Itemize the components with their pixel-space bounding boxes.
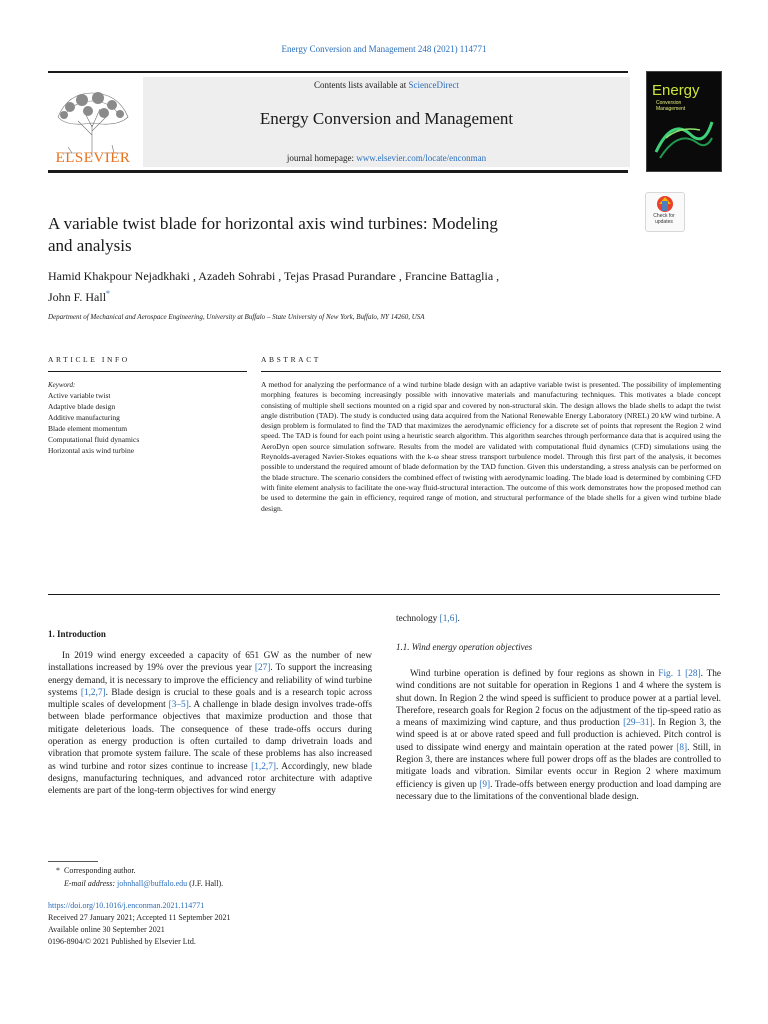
continuation-end: .: [457, 614, 460, 624]
corresponding-author-mark[interactable]: *: [106, 289, 111, 298]
header-rule-top: [48, 71, 628, 73]
footnote-star: *: [56, 866, 60, 875]
author-john-hall[interactable]: John F. Hall: [48, 290, 107, 304]
journal-citation-link[interactable]: Energy Conversion and Management 248 (2021) 114771: [281, 44, 487, 54]
check-for-updates-button[interactable]: [645, 192, 685, 232]
abstract-heading: ABSTRACT: [261, 355, 321, 364]
received-dates: Received 27 January 2021; Accepted 11 September 2021: [48, 913, 231, 922]
email-link[interactable]: johnhall@buffalo.edu: [117, 879, 188, 888]
email-suffix: (J.F. Hall).: [187, 879, 224, 888]
author-list: [48, 268, 648, 306]
homepage-link[interactable]: www.elsevier.com/locate/enconman: [356, 153, 487, 163]
sciencedirect-link[interactable]: ScienceDirect: [408, 80, 459, 90]
contents-line: [143, 80, 630, 90]
paragraph-text: Wind turbine operation is defined by four regions as shown in: [410, 669, 659, 679]
abstract-text: A method for analyzing the performance of a wind turbine blade design with an adaptive variable twist is presented. The possibility of implementing morphing features is becoming increasingly possible with innovative materials and manufacturing techniques. This motivates a blade concept consisting of multiple shell sections mounted on a rigid spar and covered by non-structural skin. The design allows the blade shells to adapt the twist angle distribution (TAD). The study is conducted using data acquired from the National Renewable Energy Laboratory (NREL) 20 kW wind turbine. A design problem is formulated to find the TAD that maximizes the aerodynamic efficiency for a discrete set of points that represent the Region 2 wind speed. The TAD is found for each point using a heuristic search algorithm. This algorithm searches through performance data that is acquired using the AeroDyn open source simulation software. Results from the model are validated with computational fluid dynamics (CFD) simulations using the Reynolds-averaged Navier-Stokes equations with the k-ω shear stress transport turbulence model. Through this first part of the analysis, it becomes possible to understand the required amount of blade deformation by the TAD function. Given this understanding, a stress analysis can be performed on the blade structure. The scenario considers the combined effect of twisting with aerodynamic loading. The blade load is determined by combining CFD with finite element analysis to facilitate the one-way fluid-structural interaction. The outcome of this work demonstrates how the proposed method can be used to determine the gain in efficiency, required range of motion, and structural performance of the blade shells for a given wind turbine blade design.: [261, 380, 721, 513]
email-label: E-mail address:: [64, 879, 118, 888]
paragraph-text: . In Region 3, the wind speed is at or above rated speed and full production is achieved. Pitch control is used to dissipate wind energy and maintain operation at the rated power: [396, 718, 721, 753]
elsevier-wordmark[interactable]: ELSEVIER: [55, 150, 131, 166]
email-footnote: [64, 879, 223, 888]
paper-title-line2: and analysis: [48, 236, 132, 255]
paragraph-text: . Trade-offs between energy production and load damping are necessary due to the limitations of the conventional blade design.: [396, 779, 721, 802]
keyword-item: Blade element momentum: [48, 424, 128, 433]
doi-link[interactable]: https://doi.org/10.1016/j.enconman.2021.114771: [48, 901, 205, 910]
online-date: Available online 30 September 2021: [48, 925, 165, 934]
abstract-end-rule: [48, 594, 720, 595]
introduction-heading: 1. Introduction: [48, 629, 106, 639]
keyword-item: Computational fluid dynamics: [48, 435, 140, 444]
paper-title: [48, 213, 608, 257]
intro-text: . A challenge in blade design involves trade-offs between blade performance objectives that maximize production and those that mitigate deleterious loads. The consequence of these trade-offs occurs during operation as energy production is often curtailed to damp drivetrain loads and vibration that promote system failure. The scale of these problems has also increased as wind turbine and rotor sizes continue to increase: [48, 700, 372, 772]
abstract-rule: [261, 371, 721, 372]
contents-prefix: Contents lists available at: [314, 80, 409, 90]
citation-link[interactable]: [3–5]: [168, 700, 189, 711]
cover-sub-line1: Conversion: [656, 100, 682, 106]
check-label-line2: updates: [655, 219, 673, 225]
right-column-continuation: [396, 614, 460, 624]
homepage-line: [143, 153, 630, 163]
keyword-item: Additive manufacturing: [48, 413, 120, 422]
journal-title: Energy Conversion and Management: [259, 109, 514, 128]
subsection-heading: 1.1. Wind energy operation objectives: [396, 642, 533, 652]
citation-link[interactable]: [27]: [254, 663, 271, 674]
cover-sub-line2: Management: [656, 106, 686, 112]
citation-link[interactable]: [9]: [479, 779, 491, 790]
intro-text: In 2019 wind energy exceeded a capacity of 651 GW as the number of new installations increased by 19% over the previous year: [48, 651, 372, 674]
paragraph-text: . Still, in Region 3, there are instances where full power drops off as the blades are controlled to mitigate loads and vibration. Similar events occur in Region 2 where maximum efficiency is given up: [396, 742, 721, 790]
intro-text: . Accordingly, new blade designs, manufacturing techniques, and advanced rotor architecture with adaptive elements are part of the long-term objectives for wind energy: [48, 761, 372, 797]
check-for-updates-label: [645, 213, 683, 225]
corresponding-author-footnote: [56, 866, 136, 875]
footnote-text: Corresponding author.: [64, 866, 136, 875]
paper-title-line1: A variable twist blade for horizontal axis wind turbines: Modeling: [48, 214, 498, 233]
citation-link[interactable]: [28]: [685, 669, 701, 679]
intro-text: . Blade design is crucial to these goals and is a research topic across multiple scales of development: [48, 687, 372, 711]
article-info-heading: ARTICLE INFO: [48, 355, 130, 364]
citation-link[interactable]: [29–31]: [623, 718, 653, 729]
keyword-item: Horizontal axis wind turbine: [48, 446, 135, 455]
paragraph-text: . The wind conditions are not suitable for operation in Regions 1 and 4 where the system is shut down. In Region 2 the wind speed is sufficient to produce power at a partial level. Therefore, research goals for Region 2 focus on the adjustment of the tip-speed ratio as a means of maximizing wind capture, and thus production: [396, 669, 722, 729]
citation-link[interactable]: [1,2,7]: [80, 687, 106, 698]
keywords-label: Keyword:: [48, 381, 76, 389]
check-label-line1: Check for: [653, 213, 675, 219]
cover-title: Energy: [652, 82, 700, 99]
citation-link[interactable]: [1,2,7]: [251, 761, 276, 772]
introduction-paragraph: [48, 650, 372, 798]
issn-copyright: 0196-8904/© 2021 Published by Elsevier Ltd.: [48, 937, 196, 946]
authors-line1[interactable]: Hamid Khakpour Nejadkhaki , Azadeh Sohrabi , Tejas Prasad Purandare , Francine Battaglia ,: [48, 269, 500, 283]
keyword-item: Adaptive blade design: [48, 402, 116, 411]
keyword-item: Active variable twist: [48, 391, 111, 400]
continuation-text: technology: [396, 614, 440, 624]
crossmark-icon: [646, 193, 684, 215]
footnote-rule: [48, 861, 98, 862]
cover-swirl-image: [650, 108, 716, 166]
homepage-prefix: journal homepage:: [286, 153, 357, 163]
operation-objectives-paragraph: [396, 668, 721, 803]
citation-link[interactable]: [8]: [676, 742, 688, 753]
citation-link[interactable]: [1,6]: [439, 614, 458, 624]
affiliation: Department of Mechanical and Aerospace Engineering, University at Buffalo – State University of New York, Buffalo, NY 14260, USA: [48, 313, 425, 321]
figure-link[interactable]: Fig. 1: [658, 669, 682, 679]
header-rule-bottom: [48, 170, 628, 173]
intro-text: . To support the increasing energy demand, it is necessary to improve the efficiency and reliability of wind turbine systems: [48, 663, 372, 698]
article-info-rule: [48, 371, 247, 372]
